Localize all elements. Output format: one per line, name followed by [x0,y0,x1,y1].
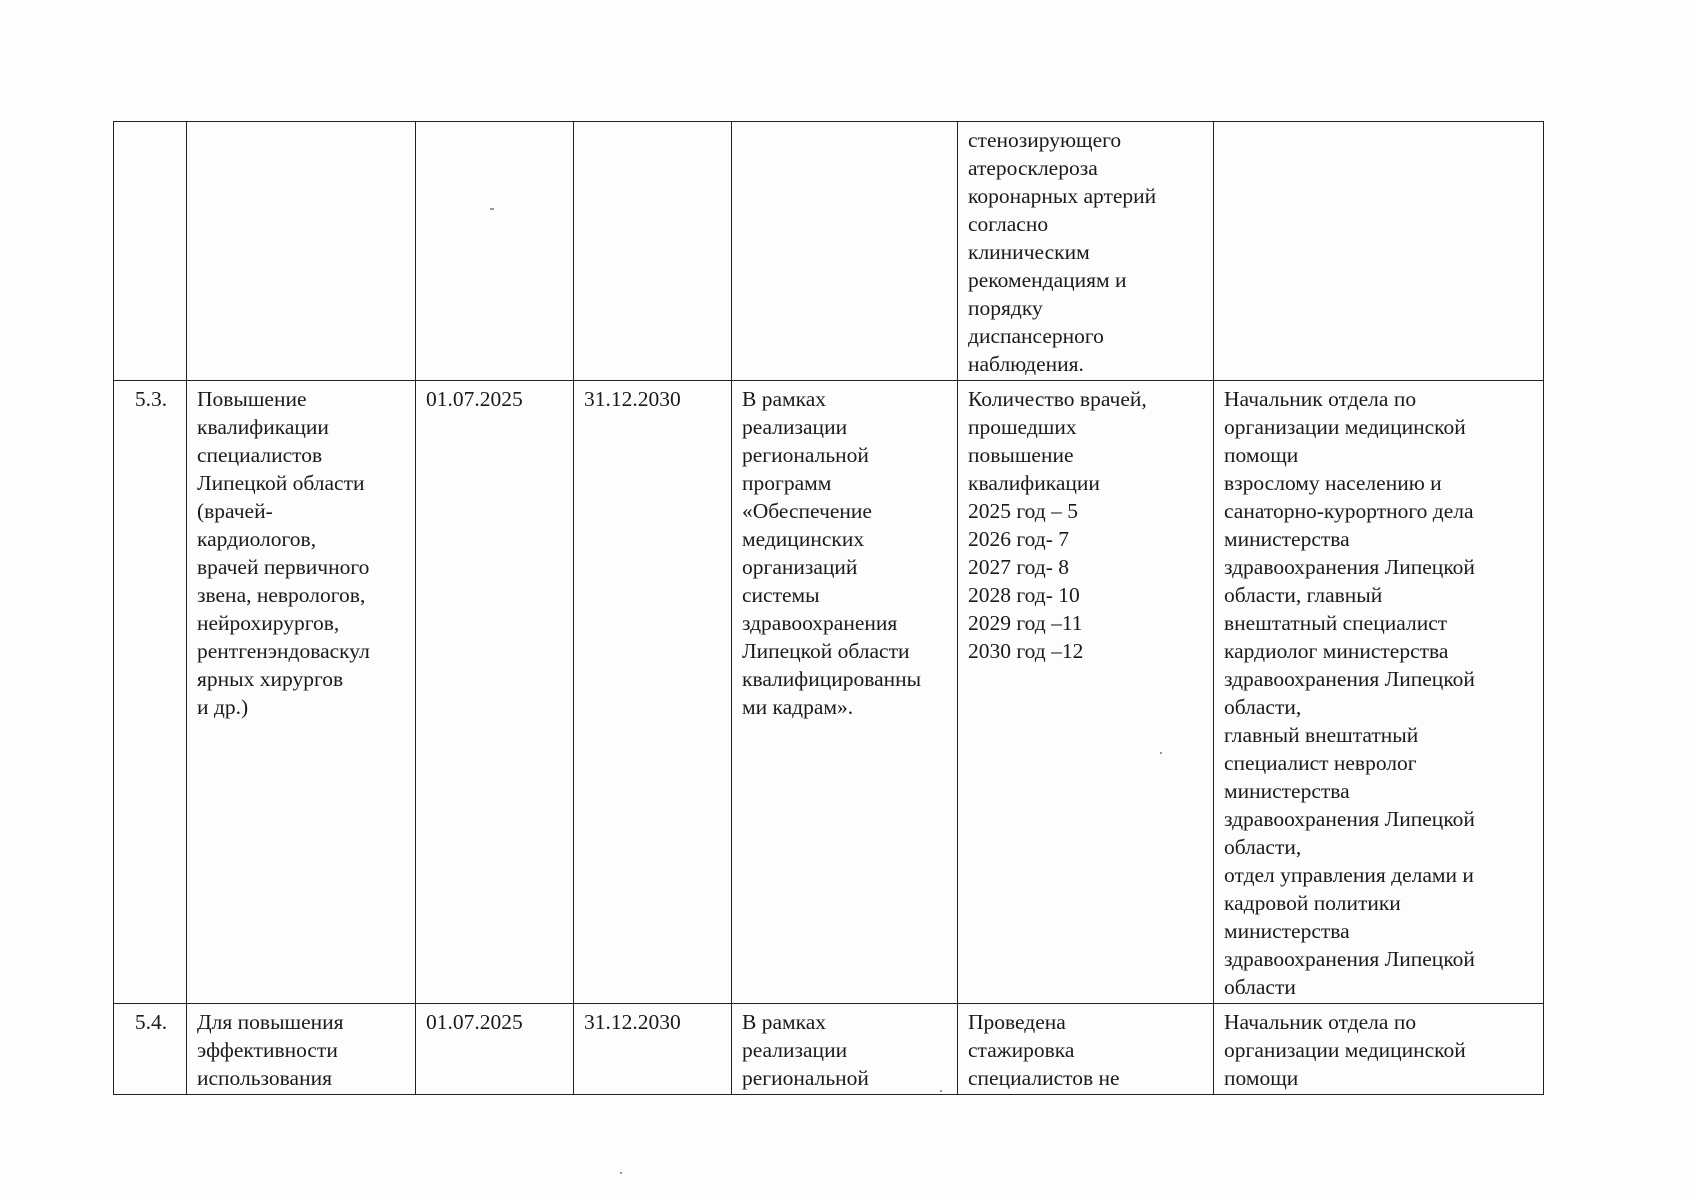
cell-start-date [416,122,574,381]
table-row-continuation [114,122,1544,381]
cell-responsible [1214,122,1544,381]
scan-speck [490,208,494,210]
table-row-5-4 [114,1004,1544,1095]
cell-indicator: Проведена стажировка специалистов не [958,1004,1214,1095]
scan-speck [620,1172,622,1174]
cell-start-date: 01.07.2025 [416,1004,574,1095]
cell-end-date: 31.12.2030 [574,381,732,1004]
plan-table [113,121,1544,1095]
cell-end-date: 31.12.2030 [574,1004,732,1095]
cell-basis [732,122,958,381]
cell-action [187,122,416,381]
cell-basis: В рамках реализации региональной программ «Обеспечение медицинских организаций системы здравоохранения Липецкой области квалифицированны ми кадрам». [732,381,958,1004]
table-row-5-3 [114,381,1544,1004]
cell-number [114,122,187,381]
cell-number: 5.4. [114,1004,187,1095]
cell-responsible: Начальник отдела по организации медицинской помощи взрослому населению и санаторно-курортного дела министерства здравоохранения Липецкой области, главный внештатный специалист кардиолог министерства здравоохранения Липецкой области, главный внештатный специалист невролог министерства здравоохранения Липецкой области, отдел управления делами и кадровой политики министерства здравоохранения Липецкой области [1214,381,1544,1004]
cell-responsible: Начальник отдела по организации медицинской помощи [1214,1004,1544,1095]
cell-start-date: 01.07.2025 [416,381,574,1004]
cell-indicator: стенозирующего атеросклероза коронарных артерий согласно клиническим рекомендациям и порядку диспансерного наблюдения. [958,122,1214,381]
scan-speck [1160,752,1162,754]
cell-action: Для повышения эффективности использования [187,1004,416,1095]
cell-action: Повышение квалификации специалистов Липецкой области (врачей- кардиологов, врачей первичного звена, неврологов, нейрохирургов, рентгенэндоваскул ярных хирургов и др.) [187,381,416,1004]
cell-indicator: Количество врачей, прошедших повышение квалификации 2025 год – 5 2026 год- 7 2027 год- 8 2028 год- 10 2029 год –11 2030 год –12 [958,381,1214,1004]
cell-basis: В рамках реализации региональной [732,1004,958,1095]
scan-speck [940,1090,942,1092]
cell-number: 5.3. [114,381,187,1004]
cell-end-date [574,122,732,381]
